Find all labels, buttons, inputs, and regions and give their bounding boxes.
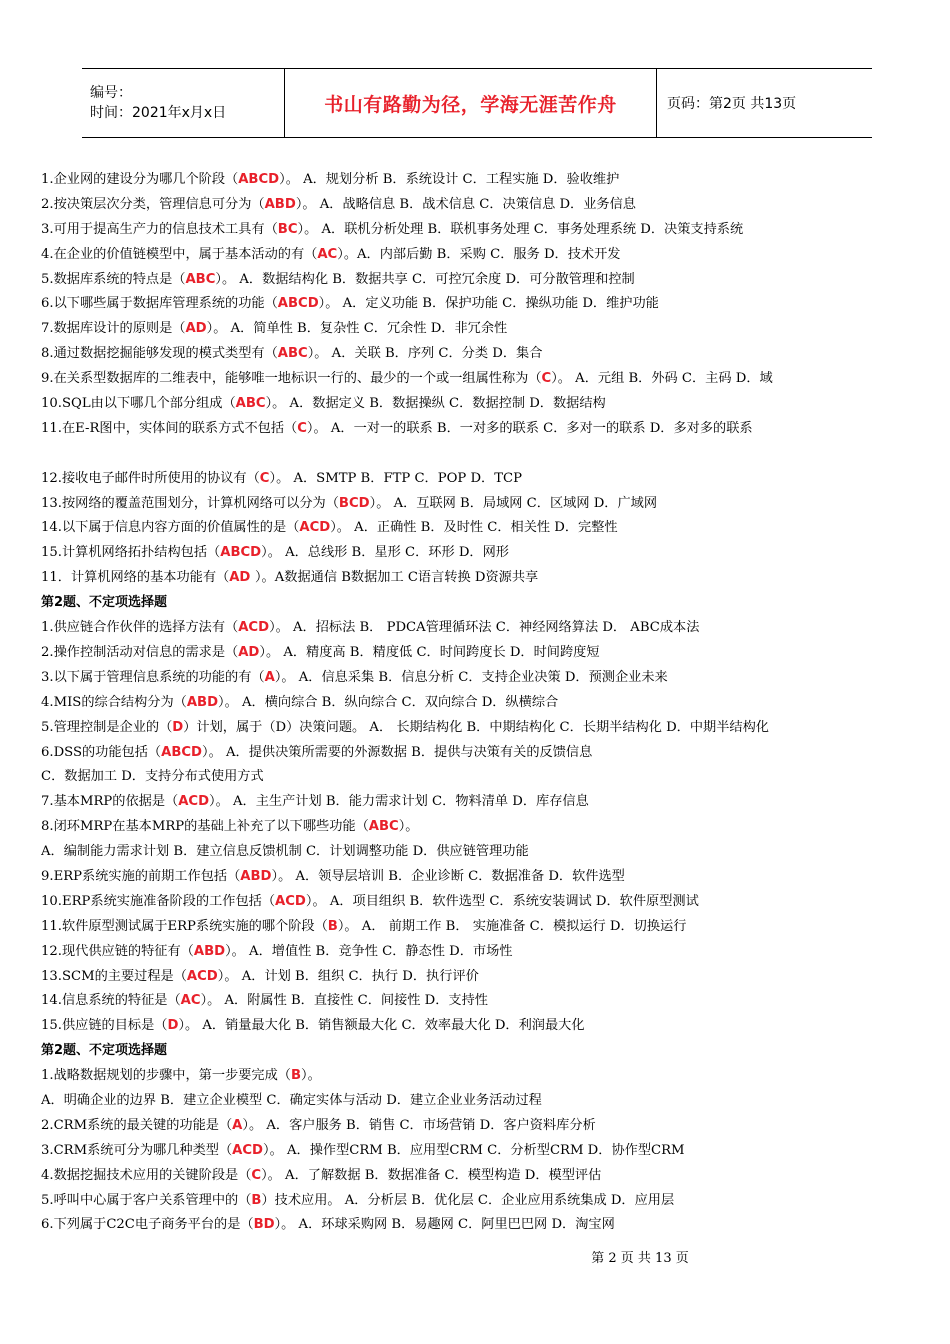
options-text: ）。 A．关联 B．序列 C．分类 D．集合 bbox=[307, 346, 543, 362]
question-line bbox=[41, 1189, 921, 1214]
options-text: ）。 A．客户服务 B．销售 C．市场营销 D．客户资料库分析 bbox=[242, 1117, 596, 1133]
page-header bbox=[82, 68, 872, 138]
question-line bbox=[41, 915, 921, 940]
answer-key: A bbox=[232, 1117, 243, 1133]
answer-key: AD bbox=[238, 644, 260, 660]
question-line bbox=[41, 890, 921, 915]
question-line bbox=[41, 417, 921, 467]
question-line bbox=[41, 815, 921, 840]
page-label: 页码：第2页 共13页 bbox=[667, 96, 797, 112]
answer-key: ABC bbox=[368, 819, 399, 835]
question-text: 13.SCM的主要过程是（ bbox=[41, 968, 187, 984]
answer-key: ABCD bbox=[277, 296, 319, 312]
options-text: ）。 bbox=[398, 819, 419, 835]
question-line bbox=[41, 218, 921, 243]
page-footer bbox=[0, 1247, 950, 1266]
question-line bbox=[41, 292, 921, 317]
question-text: 5.管理控制是企业的（ bbox=[41, 719, 173, 735]
question-text: 1.战略数据规划的步骤中，第一步要完成（ bbox=[41, 1068, 291, 1084]
options-text: ）技术应用。 A．分析层 B．优化层 C．企业应用系统集成 D．应用层 bbox=[261, 1192, 675, 1208]
options-text: ）计划，属于（D）决策问题。 A． 长期结构化 B．中期结构化 C．长期半结构化 D．中期半结构化 bbox=[183, 719, 769, 735]
question-text: 2.操作控制活动对信息的需求是（ bbox=[41, 644, 239, 660]
answer-key: ABCD bbox=[220, 545, 262, 561]
options-text: ）。 A．提供决策所需要的外源数据 B．提供与决策有关的反馈信息 bbox=[202, 744, 593, 760]
question-line bbox=[41, 716, 921, 741]
question-line bbox=[41, 516, 921, 541]
answer-key: ACD bbox=[299, 520, 331, 536]
question-text: 3.CRM系统可分为哪几种类型（ bbox=[41, 1142, 233, 1158]
answer-key: B bbox=[290, 1068, 302, 1084]
question-line bbox=[41, 741, 921, 766]
option-line: C．数据加工 D．支持分布式使用方式 bbox=[41, 769, 264, 785]
options-text: ）。 A．了解数据 B．数据准备 C．模型构造 D．模型评估 bbox=[261, 1167, 602, 1183]
answer-key: ABCD bbox=[161, 744, 203, 760]
answer-key: AC bbox=[317, 246, 338, 262]
question-text: 9.ERP系统实施的前期工作包括（ bbox=[41, 868, 241, 884]
answer-key: B bbox=[327, 918, 338, 934]
header-motto-cell bbox=[285, 69, 657, 137]
options-text: ）。 A．联机分析处理 B．联机事务处理 C．事务处理系统 D．决策支持系统 bbox=[297, 221, 744, 237]
question-line bbox=[41, 1064, 921, 1089]
question-text: 10.ERP系统实施准备阶段的工作包括（ bbox=[41, 893, 276, 909]
answer-key: ACD bbox=[275, 893, 306, 909]
question-text: 2.CRM系统的最关键的功能是（ bbox=[41, 1117, 233, 1133]
question-text: 10.SQL由以下哪几个部分组成（ bbox=[41, 396, 236, 412]
answer-key: D bbox=[167, 1018, 179, 1034]
question-line bbox=[41, 1139, 921, 1164]
question-text: 8.通过数据挖掘能够发现的模式类型有（ bbox=[41, 346, 278, 362]
header-meta bbox=[82, 69, 285, 137]
options-text: ）。 A．横向综合 B．纵向综合 C．双向综合 D．纵横综合 bbox=[218, 694, 559, 710]
question-line bbox=[41, 541, 921, 566]
options-text: ）。 A．环球采购网 B．易趣网 C．阿里巴巴网 D．淘宝网 bbox=[274, 1217, 615, 1233]
question-line bbox=[41, 268, 921, 293]
answer-key: ABD bbox=[193, 943, 226, 959]
answer-key: C bbox=[297, 420, 307, 436]
question-line bbox=[41, 691, 921, 716]
question-text: 11.软件原型测试属于ERP系统实施的哪个阶段（ bbox=[41, 918, 328, 934]
answer-key: BCD bbox=[338, 495, 370, 511]
question-text: 1.供应链合作伙伴的选择方法有（ bbox=[41, 620, 239, 636]
options-text: ）。 A．规划分析 B．系统设计 C．工程实施 D．验收维护 bbox=[279, 172, 620, 187]
question-text: 7.基本MRP的依据是（ bbox=[41, 794, 179, 810]
options-text: ）。 A．附属性 B．直接性 C．间接性 D．支持性 bbox=[200, 993, 488, 1009]
answer-key: C bbox=[251, 1167, 262, 1183]
question-line bbox=[41, 940, 921, 965]
answer-key: BC bbox=[277, 221, 298, 237]
question-text: 7.数据库设计的原则是（ bbox=[41, 321, 186, 337]
answer-key: ACD bbox=[178, 794, 210, 810]
options-text: ）。 A．数据结构化 B．数据共享 C．可控冗余度 D．可分散管理和控制 bbox=[215, 271, 635, 287]
question-line bbox=[41, 965, 921, 990]
question-text: 15.供应链的目标是（ bbox=[41, 1018, 168, 1034]
answer-key: AC bbox=[180, 993, 201, 1009]
answer-key: D bbox=[172, 719, 184, 735]
question-line bbox=[41, 566, 921, 591]
options-text: ）。 A．SMTP B．FTP C．POP D．TCP bbox=[269, 470, 522, 486]
question-text: 9.在关系型数据库的二维表中，能够唯一地标识一行的、最少的一个或一组属性称为（ bbox=[41, 371, 542, 387]
question-text: 13.按网络的覆盖范围划分，计算机网络可以分为（ bbox=[41, 495, 339, 511]
question-text: 2.按决策层次分类，管理信息可分为（ bbox=[41, 196, 265, 212]
question-line bbox=[41, 193, 921, 218]
answer-key: C bbox=[259, 470, 270, 486]
question-line bbox=[41, 865, 921, 890]
question-text: 6.DSS的功能包括（ bbox=[41, 744, 162, 760]
header-page-cell bbox=[657, 69, 872, 137]
question-line bbox=[41, 367, 921, 392]
answer-key: ABC bbox=[185, 271, 216, 287]
options-text: ）。 A．招标法 B． PDCA管理循环法 C．神经网络算法 D． ABC成本法 bbox=[269, 620, 700, 636]
question-line bbox=[41, 1114, 921, 1139]
options-text: ）。 A．总线形 B．星形 C．环形 D．网形 bbox=[261, 545, 509, 561]
answer-key: ABD bbox=[240, 868, 272, 884]
question-line bbox=[41, 243, 921, 268]
options-text: ）。 A．数据定义 B．数据操纵 C．数据控制 D．数据结构 bbox=[265, 396, 606, 412]
options-text: ）。 A．定义功能 B．保护功能 C．操纵功能 D．维护功能 bbox=[318, 296, 659, 312]
answer-key: ABD bbox=[186, 694, 219, 710]
question-line bbox=[41, 666, 921, 691]
options-text: ）。 A．战略信息 B．战术信息 C．决策信息 D．业务信息 bbox=[295, 196, 636, 212]
question-text: 6.下列属于C2C电子商务平台的是（ bbox=[41, 1217, 254, 1233]
options-text: ）。 A．精度高 B．精度低 C．时间跨度长 D．时间跨度短 bbox=[259, 644, 600, 660]
question-text: 12.接收电子邮件时所使用的协议有（ bbox=[41, 470, 260, 486]
question-line bbox=[41, 467, 921, 492]
options-text: ）。 A．信息采集 B．信息分析 C．支持企业决策 D．预测企业未来 bbox=[274, 669, 668, 685]
answer-key: B bbox=[251, 1192, 262, 1208]
number-label: 编号： bbox=[90, 85, 132, 101]
options-text: ）。 A．元组 B．外码 C．主码 D．域 bbox=[551, 371, 773, 387]
question-text: 14.信息系统的特征是（ bbox=[41, 993, 181, 1009]
question-text: 3.可用于提高生产力的信息技术工具有（ bbox=[41, 221, 278, 237]
answer-key: AD bbox=[185, 321, 207, 337]
question-text: 11．计算机网络的基本功能有（ bbox=[41, 570, 230, 586]
options-text: ）。 A．领导层培训 B．企业诊断 C．数据准备 D．软件选型 bbox=[271, 868, 625, 884]
options-text: ）。 A．正确性 B．及时性 C．相关性 D．完整性 bbox=[330, 520, 618, 536]
options-text: ）。 bbox=[301, 1068, 321, 1084]
question-text: 8.闭环MRP在基本MRP的基础上补充了以下哪些功能（ bbox=[41, 819, 369, 835]
time-label: 时间：2021年x月x日 bbox=[90, 105, 227, 121]
question-line bbox=[41, 168, 921, 193]
question-line bbox=[41, 790, 921, 815]
answer-key: C bbox=[541, 371, 552, 387]
answer-key: ABC bbox=[235, 396, 266, 412]
question-line bbox=[41, 989, 921, 1014]
section-heading: 第2题、不定项选择题 bbox=[41, 595, 168, 611]
question-text: 5.数据库系统的特点是（ bbox=[41, 271, 186, 287]
options-text: ）。 A．销量最大化 B．销售额最大化 C．效率最大化 D．利润最大化 bbox=[178, 1018, 585, 1034]
question-line bbox=[41, 317, 921, 342]
section-heading: 第2题、不定项选择题 bbox=[41, 1043, 168, 1059]
question-list bbox=[41, 168, 921, 1238]
footer-page-number: 第 2 页 共 13 页 bbox=[591, 1251, 689, 1266]
options-text: ）。 A．操作型CRM B．应用型CRM C．分析型CRM D．协作型CRM bbox=[263, 1142, 685, 1158]
question-line bbox=[41, 1164, 921, 1189]
question-text: 14.以下属于信息内容方面的价值属性的是（ bbox=[41, 520, 300, 536]
question-line bbox=[41, 392, 921, 417]
question-text: 4.在企业的价值链模型中，属于基本活动的有（ bbox=[41, 246, 318, 262]
options-text: ）。A．内部后勤 B．采购 C．服务 D．技术开发 bbox=[337, 246, 621, 262]
answer-key: ACD bbox=[238, 620, 270, 636]
question-text: 12.现代供应链的特征有（ bbox=[41, 943, 194, 959]
question-text: 4.MIS的综合结构分为（ bbox=[41, 694, 187, 710]
options-text: ）。 A．一对一的联系 B．一对多的联系 C．多对一的联系 D．多对多的联系 bbox=[306, 420, 753, 436]
options-text: ）。 A．互联网 B．局域网 C．区域网 D．广域网 bbox=[369, 495, 658, 511]
answer-key: ACD bbox=[232, 1142, 264, 1158]
option-line: A．编制能力需求计划 B．建立信息反馈机制 C．计划调整功能 D．供应链管理功能 bbox=[41, 844, 529, 860]
answer-key: BD bbox=[253, 1217, 275, 1233]
options-text: ）。 A．计划 B．组织 C．执行 D．执行评价 bbox=[217, 968, 479, 984]
options-text: ）。 A．项目组织 B．软件选型 C．系统安装调试 D．软件原型测试 bbox=[305, 893, 699, 909]
answer-key: ABC bbox=[277, 346, 308, 362]
options-text: ）。 A．增值性 B．竞争性 C．静态性 D．市场性 bbox=[225, 943, 513, 959]
question-text: 5.呼叫中心属于客户关系管理中的（ bbox=[41, 1192, 252, 1208]
answer-key: ACD bbox=[186, 968, 218, 984]
question-line bbox=[41, 641, 921, 666]
motto: 书山有路勤为径，学海无涯苦作舟 bbox=[324, 93, 617, 116]
question-text: 6.以下哪些属于数据库管理系统的功能（ bbox=[41, 296, 278, 312]
question-text: 3.以下属于管理信息系统的功能的有（ bbox=[41, 669, 265, 685]
question-line bbox=[41, 342, 921, 367]
question-text: 4.数据挖掘技术应用的关键阶段是（ bbox=[41, 1167, 252, 1183]
question-line bbox=[41, 1014, 921, 1039]
question-text: 15.计算机网络拓扑结构包括（ bbox=[41, 545, 221, 561]
question-line bbox=[41, 616, 921, 641]
question-text: 11.在E-R图中，实体间的联系方式不包括（ bbox=[41, 420, 298, 436]
options-text: ）。 A．简单性 B．复杂性 C．冗余性 D．非冗余性 bbox=[206, 321, 508, 337]
options-text: ）。 A．主生产计划 B．能力需求计划 C．物料清单 D．库存信息 bbox=[209, 794, 589, 810]
answer-key: ABD bbox=[264, 196, 296, 212]
option-line: A．明确企业的边界 B．建立企业模型 C．确定实体与活动 D．建立企业业务活动过程 bbox=[41, 1092, 542, 1108]
answer-key: ABCD bbox=[238, 172, 280, 187]
question-line bbox=[41, 1213, 921, 1238]
options-text: ）。A数据通信 B数据加工 C语言转换 D资源共享 bbox=[254, 570, 539, 586]
answer-key: A bbox=[264, 669, 275, 685]
answer-key: AD bbox=[229, 570, 255, 586]
question-line bbox=[41, 492, 921, 517]
question-text: 1.企业网的建设分为哪几个阶段（ bbox=[41, 172, 239, 187]
options-text: ）。 A． 前期工作 B． 实施准备 C．模拟运行 D．切换运行 bbox=[337, 918, 687, 934]
